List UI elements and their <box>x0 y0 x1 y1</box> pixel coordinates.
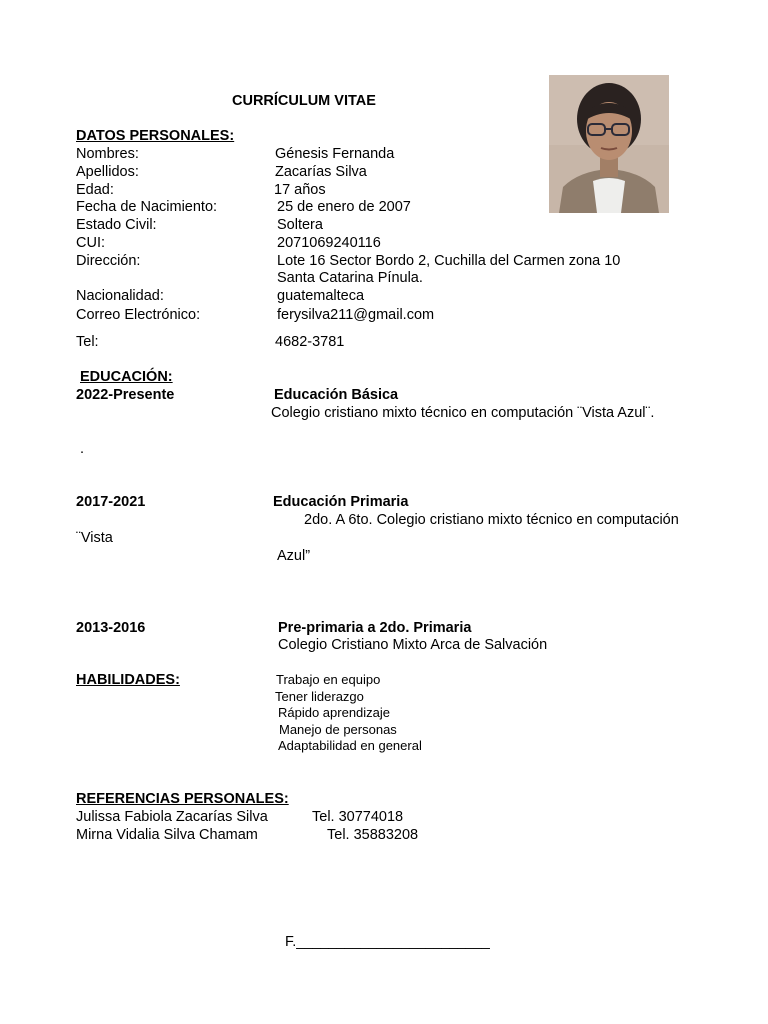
skill-item: Manejo de personas <box>279 722 397 737</box>
personal-value: Zacarías Silva <box>275 164 367 180</box>
education-detail: 2do. A 6to. Colegio cristiano mixto técnico en computación <box>304 512 679 528</box>
education-title: Pre-primaria a 2do. Primaria <box>278 620 472 636</box>
personal-label: Dirección: <box>76 253 141 269</box>
personal-label: Fecha de Nacimiento: <box>76 199 218 215</box>
personal-label: Correo Electrónico: <box>76 307 201 323</box>
references-heading: REFERENCIAS PERSONALES: <box>76 791 289 807</box>
stray-dot: . <box>80 441 85 457</box>
skill-item: Trabajo en equipo <box>276 672 381 687</box>
skill-item: Tener liderazgo <box>275 689 364 704</box>
education-period: 2022-Presente <box>76 387 175 403</box>
education-period: 2013-2016 <box>76 620 146 636</box>
education-heading: EDUCACIÓN: <box>80 369 173 385</box>
personal-data-heading: DATOS PERSONALES: <box>76 128 235 144</box>
education-detail: Colegio Cristiano Mixto Arca de Salvación <box>278 637 548 653</box>
personal-value: Soltera <box>277 217 323 233</box>
personal-value: 4682-3781 <box>275 334 345 350</box>
skills-heading: HABILIDADES: <box>76 672 180 688</box>
person-photo-icon <box>549 75 669 213</box>
personal-label: Nombres: <box>76 146 139 162</box>
reference-phone: Tel. 30774018 <box>312 809 404 825</box>
personal-value: Génesis Fernanda <box>275 146 395 162</box>
personal-value: ferysilva211@gmail.com <box>277 307 435 323</box>
skill-item: Rápido aprendizaje <box>278 705 391 720</box>
skill-item: Adaptabilidad en general <box>278 738 422 753</box>
personal-label: Tel: <box>76 334 99 350</box>
education-detail-wrap: ¨Vista <box>76 530 113 546</box>
personal-label: CUI: <box>76 235 105 251</box>
personal-label: Estado Civil: <box>76 217 157 233</box>
profile-photo <box>549 75 669 213</box>
education-title: Educación Primaria <box>273 494 409 510</box>
education-detail-wrap: Azul” <box>277 548 311 564</box>
signature-line: F.________________________ <box>285 934 490 950</box>
personal-value: 25 de enero de 2007 <box>277 199 411 215</box>
personal-label: Edad: <box>76 182 114 198</box>
document-title: CURRÍCULUM VITAE <box>232 93 376 109</box>
reference-name: Julissa Fabiola Zacarías Silva <box>76 809 268 825</box>
education-title: Educación Básica <box>274 387 399 403</box>
personal-value-continued: Santa Catarina Pínula. <box>277 270 423 286</box>
personal-value: guatemalteca <box>277 288 365 304</box>
education-period: 2017-2021 <box>76 494 146 510</box>
education-detail: Colegio cristiano mixto técnico en computación ¨Vista Azul¨. <box>271 405 655 421</box>
reference-phone: Tel. 35883208 <box>327 827 419 843</box>
reference-name: Mirna Vidalia Silva Chamam <box>76 827 258 843</box>
personal-value: 2071069240116 <box>277 235 381 251</box>
personal-label: Nacionalidad: <box>76 288 164 304</box>
personal-label: Apellidos: <box>76 164 139 180</box>
personal-value: 17 años <box>274 182 326 198</box>
personal-value: Lote 16 Sector Bordo 2, Cuchilla del Carmen zona 10 <box>277 253 621 269</box>
